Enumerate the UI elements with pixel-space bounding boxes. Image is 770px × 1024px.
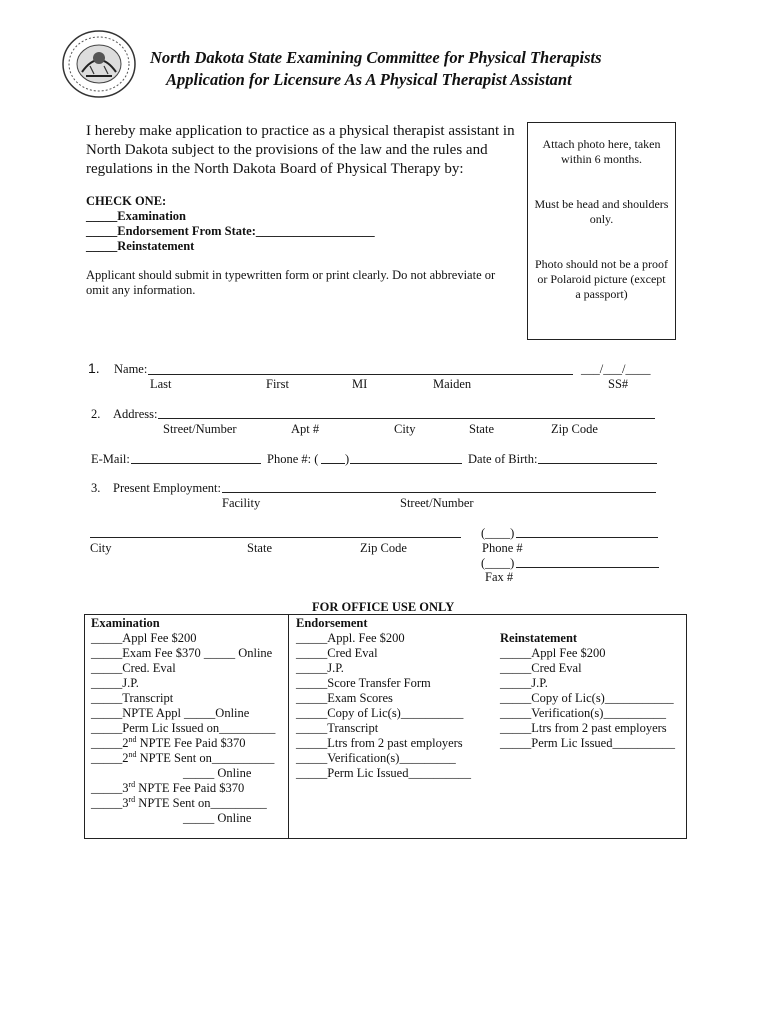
endorse-item: _____Ltrs from 2 past employers <box>296 736 463 750</box>
exam-item: _____Exam Fee $370 _____ Online <box>91 646 273 660</box>
exam-item: _____Appl Fee $200 <box>91 631 197 645</box>
exam-item-npte3-fee: _____3rd NPTE Fee Paid $370 <box>91 780 245 795</box>
zip-label: Zip Code <box>551 422 598 436</box>
item-number-3: 3. <box>91 481 101 495</box>
ss-label: SS# <box>608 377 629 391</box>
check-one-heading: CHECK ONE: <box>86 194 167 208</box>
exam-item-online2: _____ Online <box>183 766 252 780</box>
reinstatement-column <box>500 631 675 838</box>
endorse-item: _____Verification(s)_________ <box>296 751 456 765</box>
endorse-item: _____J.P. <box>296 661 344 675</box>
dob-label: Date of Birth: <box>468 452 538 466</box>
examination-title: Examination <box>91 616 160 630</box>
fax-label: Fax # <box>485 570 514 584</box>
zip2-label: Zip Code <box>360 541 407 555</box>
mi-label: MI <box>352 377 368 391</box>
instructions: Applicant should submit in typewritten form or print clearly. Do not abbreviate or omit any information. <box>86 268 496 297</box>
last-label: Last <box>150 377 172 391</box>
photo-box <box>527 122 676 340</box>
employer-phone-area[interactable]: (____) <box>481 526 515 540</box>
exam-item-npte3-sent: _____3rd NPTE Sent on_________ <box>91 795 267 810</box>
maiden-label: Maiden <box>433 377 472 391</box>
apt-label: Apt # <box>291 422 320 436</box>
employment-field[interactable] <box>222 492 656 493</box>
employment-city-field[interactable] <box>90 537 461 538</box>
endorse-item: _____Cred Eval <box>296 646 378 660</box>
endorse-item: _____Exam Scores <box>296 691 393 705</box>
dob-field[interactable] <box>538 463 657 464</box>
fax-field[interactable] <box>516 567 659 568</box>
phone2-label: Phone # <box>482 541 523 555</box>
reinstate-item: _____Appl Fee $200 <box>500 646 606 660</box>
reinstatement-title: Reinstatement <box>500 631 578 645</box>
option-examination[interactable]: _____Examination <box>86 209 187 223</box>
endorsement-title: Endorsement <box>296 616 368 630</box>
city-label: City <box>394 422 416 436</box>
email-field[interactable] <box>131 463 261 464</box>
examination-column <box>91 616 275 838</box>
reinstate-item: _____Cred Eval <box>500 661 582 675</box>
state-seal-icon <box>60 28 138 100</box>
emp-street-label: Street/Number <box>400 496 474 510</box>
email-label: E-Mail: <box>91 452 130 466</box>
endorse-item: _____Score Transfer Form <box>296 676 431 690</box>
name-field[interactable] <box>148 374 573 375</box>
title-line-2: Application for Licensure As A Physical Therapist Assistant <box>166 70 572 89</box>
employment-label: Present Employment: <box>113 481 221 495</box>
fax-area[interactable]: (____) <box>481 556 515 570</box>
exam-item: _____NPTE Appl _____Online <box>91 706 250 720</box>
address-field[interactable] <box>158 418 655 419</box>
endorsement-column <box>296 616 471 838</box>
exam-item-npte2-sent: _____2nd NPTE Sent on__________ <box>91 750 275 765</box>
reinstate-item: _____J.P. <box>500 676 548 690</box>
employer-phone-field[interactable] <box>516 537 658 538</box>
office-use-heading: FOR OFFICE USE ONLY <box>312 600 455 614</box>
endorse-item: _____Transcript <box>296 721 379 735</box>
option-endorsement[interactable]: _____Endorsement From State:___________________ <box>86 224 375 238</box>
exam-item-online3: _____ Online <box>183 811 252 825</box>
reinstate-item: _____Perm Lic Issued__________ <box>500 736 675 750</box>
item-number-2: 2. <box>91 407 101 421</box>
title-line-1: North Dakota State Examining Committee for Physical Therapists <box>150 48 602 67</box>
street-label: Street/Number <box>163 422 237 436</box>
phone-close-paren: ) <box>345 452 350 466</box>
endorse-item: _____Perm Lic Issued__________ <box>296 766 471 780</box>
facility-label: Facility <box>222 496 261 510</box>
exam-item-npte2-fee: _____2nd NPTE Fee Paid $370 <box>91 735 246 750</box>
photo-text-2: Must be head and shoulders only. <box>534 197 669 226</box>
reinstate-item: _____Verification(s)__________ <box>500 706 666 720</box>
endorse-item: _____Appl. Fee $200 <box>296 631 405 645</box>
state-label: State <box>469 422 494 436</box>
exam-item: _____J.P. <box>91 676 139 690</box>
address-label: Address: <box>113 407 158 421</box>
first-label: First <box>266 377 289 391</box>
photo-text-1: Attach photo here, taken within 6 months. <box>542 137 661 166</box>
exam-item: _____Perm Lic Issued on_________ <box>91 721 276 735</box>
reinstate-item: _____Copy of Lic(s)___________ <box>500 691 674 705</box>
ss-field[interactable]: ___/___/____ <box>581 362 651 376</box>
option-reinstatement[interactable]: _____Reinstatement <box>86 239 195 253</box>
phone-label: Phone #: ( <box>267 452 319 466</box>
photo-text-3: Photo should not be a proof or Polaroid picture (except a passport) <box>535 257 668 301</box>
name-label: Name: <box>114 362 148 376</box>
intro-paragraph: I hereby make application to practice as a physical therapist assistant in North Dakota subject to the provisions of the law and the rules and regulations in the North Dakota Board of Physical Therapy by: <box>86 123 515 177</box>
state2-label: State <box>247 541 272 555</box>
phone-area-field[interactable] <box>321 463 345 464</box>
phone-field[interactable] <box>350 463 462 464</box>
city2-label: City <box>90 541 112 555</box>
endorse-item: _____Copy of Lic(s)__________ <box>296 706 464 720</box>
reinstate-item: _____Ltrs from 2 past employers <box>500 721 667 735</box>
exam-item: _____Transcript <box>91 691 174 705</box>
office-use-table <box>84 614 687 839</box>
exam-item: _____Cred. Eval <box>91 661 176 675</box>
item-number-1: 1. <box>88 360 100 376</box>
